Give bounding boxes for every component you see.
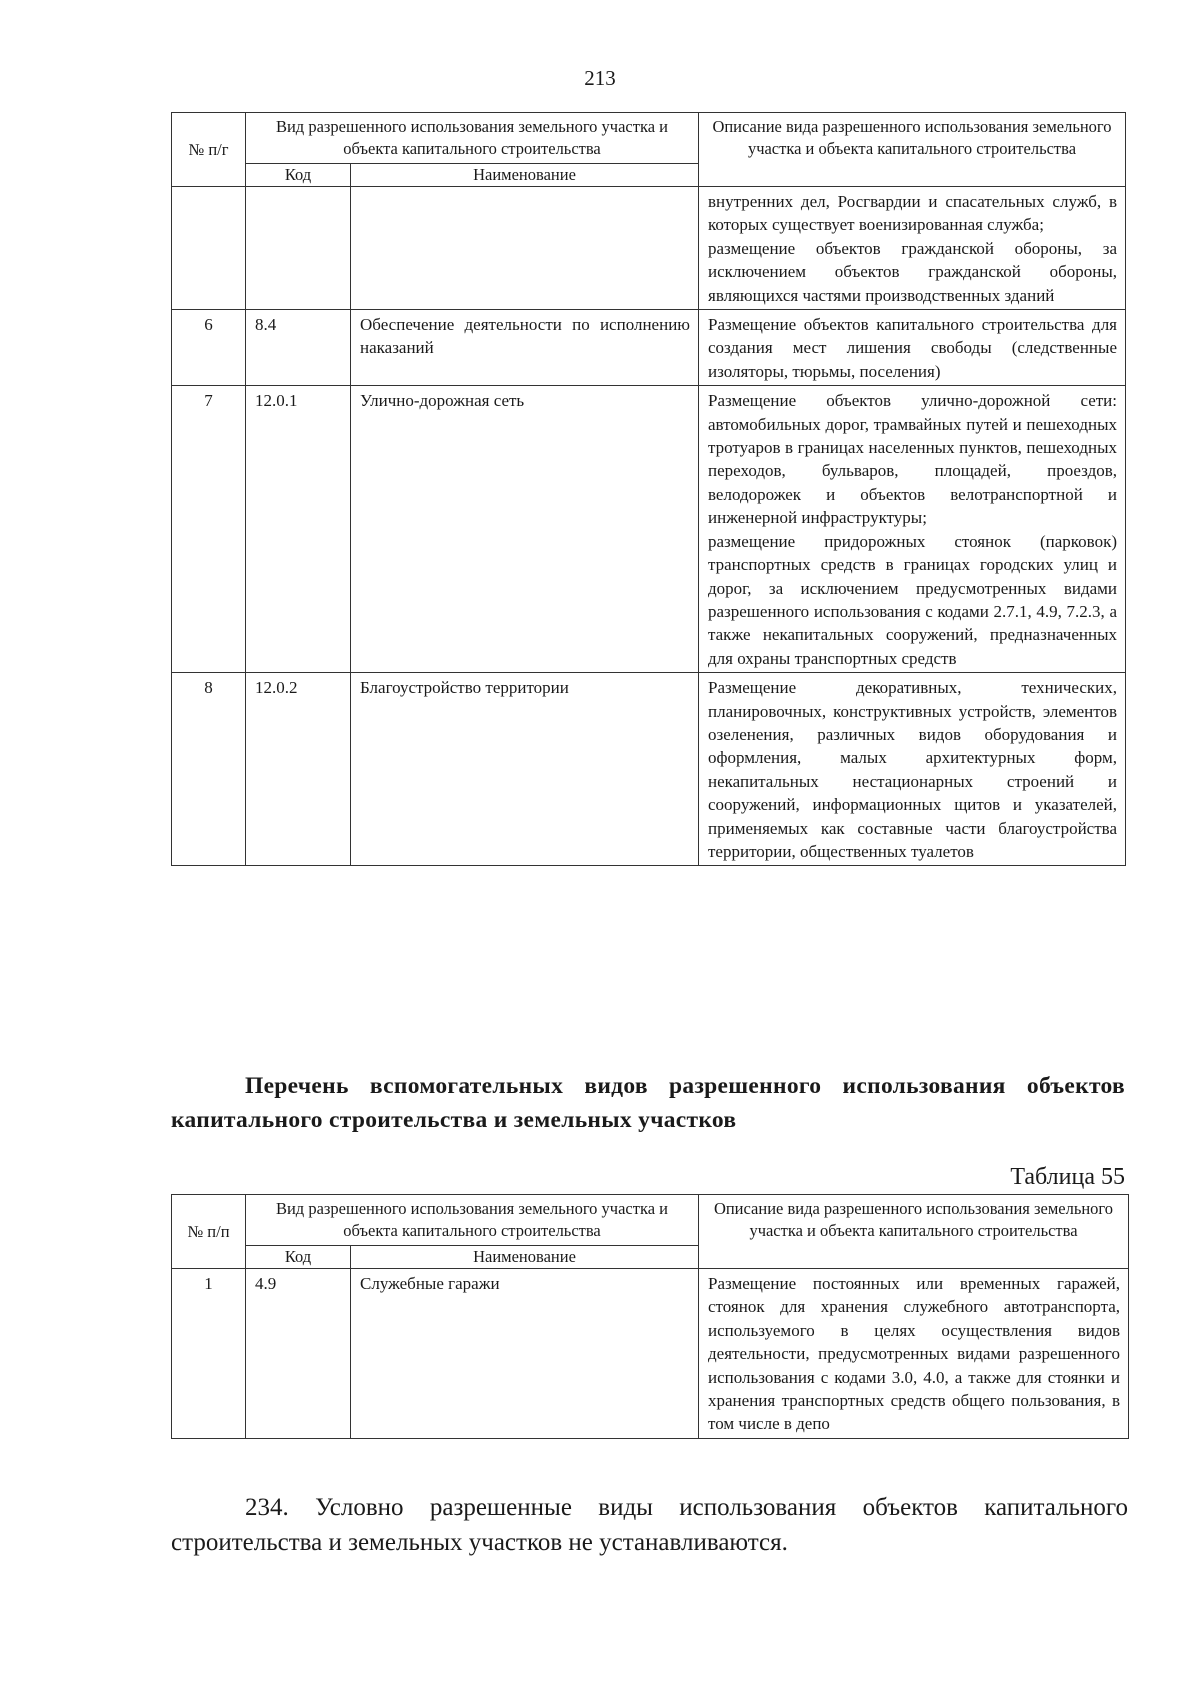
row-code: 4.9 <box>246 1269 351 1439</box>
description-paragraph: Размещение объектов улично-дорожной сети: автомобильных дорог, трамвайных путей и пешеходных тротуаров в границах населенных пунктов, пешеходных переходов, бульваров, площадей, проездов, велодорожек и объектов велотранспортной и инженерной инфраструктуры; <box>708 391 1117 528</box>
row-description <box>699 386 1126 673</box>
header-num: № п/г <box>172 113 246 187</box>
row-name: Обеспечение деятельности по исполнению наказаний <box>351 310 699 386</box>
table-row <box>172 187 1126 310</box>
description-paragraph: размещение объектов гражданской обороны, за исключением объектов гражданской обороны, являющихся частями производственных зданий <box>708 238 1117 305</box>
table-header-row <box>172 1195 1129 1246</box>
table-caption: Таблица 55 <box>1010 1164 1125 1190</box>
header-description: Описание вида разрешенного использования земельного участка и объекта капитального строительства <box>699 113 1126 187</box>
row-name <box>351 187 699 310</box>
description-paragraph: Размещение постоянных или временных гаражей, стоянок для хранения служебного автотранспорта, используемого в целях осуществления видов деятельности, предусмотренных видами разрешенного использования с кодами 3.0, 4.0, а также для стоянки и хранения транспортных средств общего пользования, в том числе в депо <box>708 1274 1120 1434</box>
row-code: 8.4 <box>246 310 351 386</box>
table-row <box>172 1269 1129 1439</box>
auxiliary-use-table <box>171 1194 1129 1439</box>
header-code: Код <box>246 164 351 187</box>
header-num: № п/п <box>172 1195 246 1269</box>
header-code: Код <box>246 1246 351 1269</box>
row-name: Служебные гаражи <box>351 1269 699 1439</box>
page-number: 213 <box>584 66 616 90</box>
row-name: Благоустройство территории <box>351 673 699 866</box>
description-paragraph: размещение придорожных стоянок (парковок) транспортных средств в границах городских улиц и дорог, за исключением предусмотренных видами разрешенного использования с кодами 2.7.1, 4.9, 7.2.3, а также некапитальных сооружений, предназначенных для охраны транспортных средств <box>708 531 1117 668</box>
header-use-kind: Вид разрешенного использования земельного участка и объекта капитального строительства <box>246 1195 699 1246</box>
row-description <box>699 310 1126 386</box>
row-num: 1 <box>172 1269 246 1439</box>
header-name: Наименование <box>351 1246 699 1269</box>
table-row <box>172 310 1126 386</box>
permitted-use-table <box>171 112 1126 866</box>
row-name: Улично-дорожная сеть <box>351 386 699 673</box>
row-code: 12.0.2 <box>246 673 351 866</box>
row-code: 12.0.1 <box>246 386 351 673</box>
description-paragraph: Размещение декоративных, технических, планировочных, конструктивных устройств, элементов озеленения, различных видов оборудования и оформления, малых архитектурных форм, некапитальных нестационарных строений и сооружений, информационных щитов и указателей, применяемых как составные части благоустройства территории, общественных туалетов <box>708 678 1117 861</box>
row-description <box>699 673 1126 866</box>
header-use-kind: Вид разрешенного использования земельного участка и объекта капитального строительства <box>246 113 699 164</box>
row-num: 8 <box>172 673 246 866</box>
row-num: 7 <box>172 386 246 673</box>
row-num <box>172 187 246 310</box>
row-num: 6 <box>172 310 246 386</box>
closing-paragraph: 234. Условно разрешенные виды использования объектов капитального строительства и земельных участков не устанавливаются. <box>171 1494 1128 1556</box>
description-paragraph: Размещение объектов капитального строительства для создания мест лишения свободы (следственные изоляторы, тюрьмы, поселения) <box>708 315 1117 381</box>
table-header-row <box>172 113 1126 164</box>
row-code <box>246 187 351 310</box>
header-name: Наименование <box>351 164 699 187</box>
table-row <box>172 386 1126 673</box>
row-description <box>699 1269 1129 1439</box>
description-paragraph: внутренних дел, Росгвардии и спасательных служб, в которых существует военизированная служба; <box>708 192 1117 235</box>
header-description: Описание вида разрешенного использования земельного участка и объекта капитального строительства <box>699 1195 1129 1269</box>
row-description <box>699 187 1126 310</box>
section-heading: Перечень вспомогательных видов разрешенного использования объектов капитального строительства и земельных участков <box>171 1073 1125 1133</box>
table-row <box>172 673 1126 866</box>
